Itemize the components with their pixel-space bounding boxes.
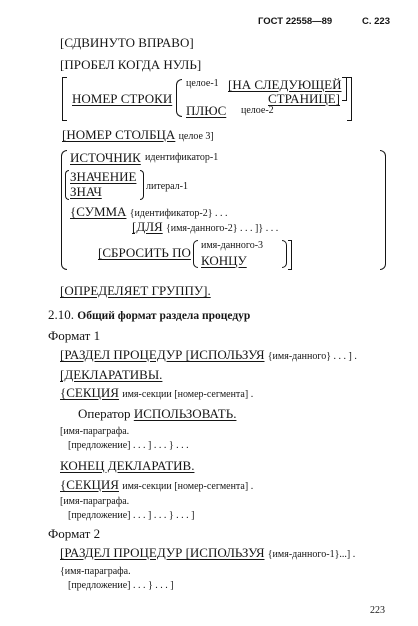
brace-line-options <box>176 79 182 117</box>
header-standard: ГОСТ 22558—89 <box>258 16 333 27</box>
format1-paragraph-name: [имя-параграфа. <box>60 426 130 437</box>
clause-blank-when-zero: [ПРОБЕЛ КОГДА НУЛЬ] <box>60 57 202 72</box>
clause-val-short: ЗНАЧ <box>70 184 102 199</box>
text-literal1: литерал-1 <box>146 181 188 192</box>
format2-paragraph-name: {имя-параграфа. <box>60 566 131 577</box>
section-heading: 2.10. Общий формат раздела процедур <box>48 307 251 322</box>
format1-section: {СЕКЦИЯ имя-секции [номер-сегмента] . <box>60 385 254 400</box>
clause-shift-right: [СДВИНУТО ВПРАВО] <box>60 35 194 50</box>
clause-sum: {СУММА {идентификатор-2} . . . <box>70 204 228 219</box>
clause-on-next-page: [НА СЛЕДУЮЩЕЙ <box>228 77 342 92</box>
header-page-ref: С. 223 <box>362 16 390 27</box>
format2-procedure-division: [РАЗДЕЛ ПРОЦЕДУР [ИСПОЛЬЗУЯ {имя-данного-1}...] . <box>60 545 356 560</box>
clause-plus: ПЛЮС <box>186 103 227 118</box>
clause-reset-on: [СБРОСИТЬ ПО <box>98 245 191 260</box>
format1-sentence-2: [предложение] . . . ] . . . } . . . ] <box>68 510 195 521</box>
clause-line-number: НОМЕР СТРОКИ <box>72 91 173 106</box>
brace-source-left <box>61 150 67 270</box>
clause-for: [ДЛЯ {имя-данного-2} . . . ]} . . . <box>132 219 279 234</box>
format1-sentence: [предложение] . . . ] . . . } . . . <box>68 440 189 451</box>
text-integer2: целое-2 <box>241 105 274 116</box>
text-data-name3: имя-данного-3 <box>201 240 264 251</box>
clause-group-indicate: [ОПРЕДЕЛЯЕТ ГРУППУ]. <box>60 283 211 298</box>
format1-declaratives: [ДЕКЛАРАТИВЫ. <box>60 367 163 382</box>
format1-paragraph-name-2: [имя-параграфа. <box>60 496 130 507</box>
clause-page-word: СТРАНИЦЕ] <box>268 91 341 106</box>
clause-value: ЗНАЧЕНИЕ <box>70 169 137 184</box>
bracket-reset-right <box>288 240 292 270</box>
brace-source-right <box>380 150 386 270</box>
format2-sentence: [предложение] . . . } . . . ] <box>68 580 174 591</box>
format1-label: Формат 1 <box>48 328 101 343</box>
format1-end-declaratives: КОНЕЦ ДЕКЛАРАТИВ. <box>60 458 195 473</box>
clause-source: ИСТОЧНИК <box>70 150 141 165</box>
brace-value-left <box>65 170 69 200</box>
format1-procedure-division: [РАЗДЕЛ ПРОЦЕДУР [ИСПОЛЬЗУЯ {имя-данного} . . . ] . <box>60 347 357 362</box>
clause-column-number: [НОМЕР СТОЛБЦА целое 3] <box>62 127 214 142</box>
text-integer1: целое-1 <box>186 78 219 89</box>
format2-label: Формат 2 <box>48 526 101 541</box>
footer-page-number: 223 <box>370 605 385 616</box>
brace-reset-right <box>282 240 287 268</box>
brace-value-right <box>140 170 144 200</box>
brace-reset-left <box>193 240 198 268</box>
bracket-line-left <box>62 77 67 121</box>
text-identifier1: идентификатор-1 <box>145 152 219 163</box>
bracket-line-right <box>347 77 352 121</box>
format1-use-statement: Оператор ИСПОЛЬЗОВАТЬ. <box>78 406 237 421</box>
clause-final: КОНЦУ <box>201 253 247 268</box>
format1-section-2: {СЕКЦИЯ имя-секции [номер-сегмента] . <box>60 477 254 492</box>
